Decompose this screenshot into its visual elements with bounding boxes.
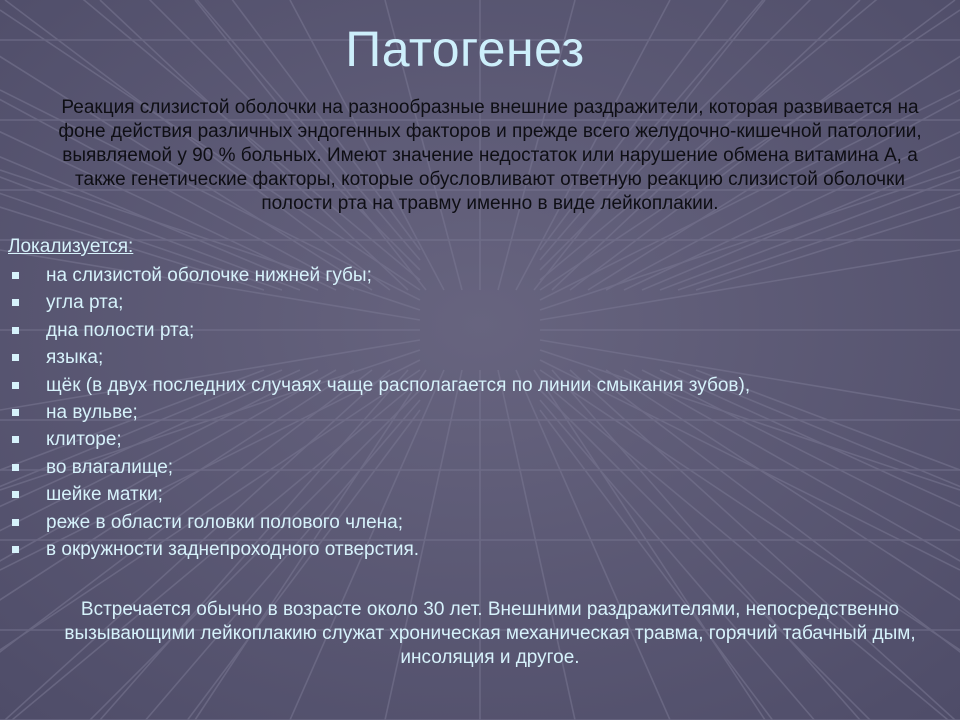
square-bullet-icon bbox=[12, 546, 19, 553]
list-item-text: реже в области головки полового члена; bbox=[46, 511, 404, 533]
list-item-text: на слизистой оболочке нижней губы; bbox=[46, 265, 372, 286]
list-item-text: в окружности заднепроходного отверстия. bbox=[46, 538, 420, 560]
square-bullet-icon bbox=[12, 272, 19, 279]
list-item bbox=[8, 317, 750, 344]
square-bullet-icon bbox=[12, 464, 19, 471]
square-bullet-icon bbox=[12, 382, 19, 389]
list-item bbox=[8, 344, 750, 371]
list-item-text: угла рта; bbox=[46, 292, 124, 314]
list-item-text: языка; bbox=[46, 347, 104, 369]
square-bullet-icon bbox=[12, 354, 19, 361]
list-item-text: на вульве; bbox=[46, 401, 138, 423]
list-item bbox=[8, 262, 750, 289]
square-bullet-icon bbox=[12, 491, 19, 498]
intro-text: Реакция слизистой оболочки на разнообразные внешние раздражители, которая развивается на фоне действия различных эндогенных факторов и прежде всего желудочно-кишечной патологии, выявляемой у 90 % больных. Имеют значение недостаток или нарушение обмена витамина А, а также генетические факторы, которые обусловливают ответную реакцию слизистой оболочки полости рта на травму именно в виде лейкоплакии. bbox=[58, 97, 922, 214]
list-item bbox=[8, 426, 750, 453]
square-bullet-icon bbox=[12, 327, 19, 334]
square-bullet-icon bbox=[12, 519, 19, 526]
slide-title: Патогенез bbox=[345, 21, 585, 77]
square-bullet-icon bbox=[12, 409, 19, 416]
closing-paragraph: Встречается обычно в возрасте около 30 лет. Внешними раздражителями, непосредственно вызывающими лейкоплакию служат хроническая механическая травма, горячий табачный дым, инсоляция и другое. bbox=[64, 599, 916, 668]
list-item-text: дна полости рта; bbox=[46, 319, 195, 341]
list-item bbox=[8, 481, 750, 508]
list-item bbox=[8, 372, 750, 399]
list-item-text: шейке матки; bbox=[46, 484, 163, 506]
intro-paragraph bbox=[40, 96, 940, 216]
localization-list bbox=[8, 262, 750, 563]
list-item-text: во влагалище; bbox=[46, 456, 174, 478]
list-item bbox=[8, 454, 750, 481]
square-bullet-icon bbox=[12, 299, 19, 306]
list-item-text: клиторе; bbox=[46, 429, 122, 451]
list-item bbox=[8, 536, 750, 563]
list-item bbox=[8, 289, 750, 316]
list-item bbox=[8, 509, 750, 536]
localization-label: Локализуется: bbox=[8, 236, 134, 257]
square-bullet-icon bbox=[12, 436, 19, 443]
list-item bbox=[8, 399, 750, 426]
list-item-text: щёк (в двух последних случаях чаще располагается по линии смыкания зубов), bbox=[46, 374, 751, 396]
